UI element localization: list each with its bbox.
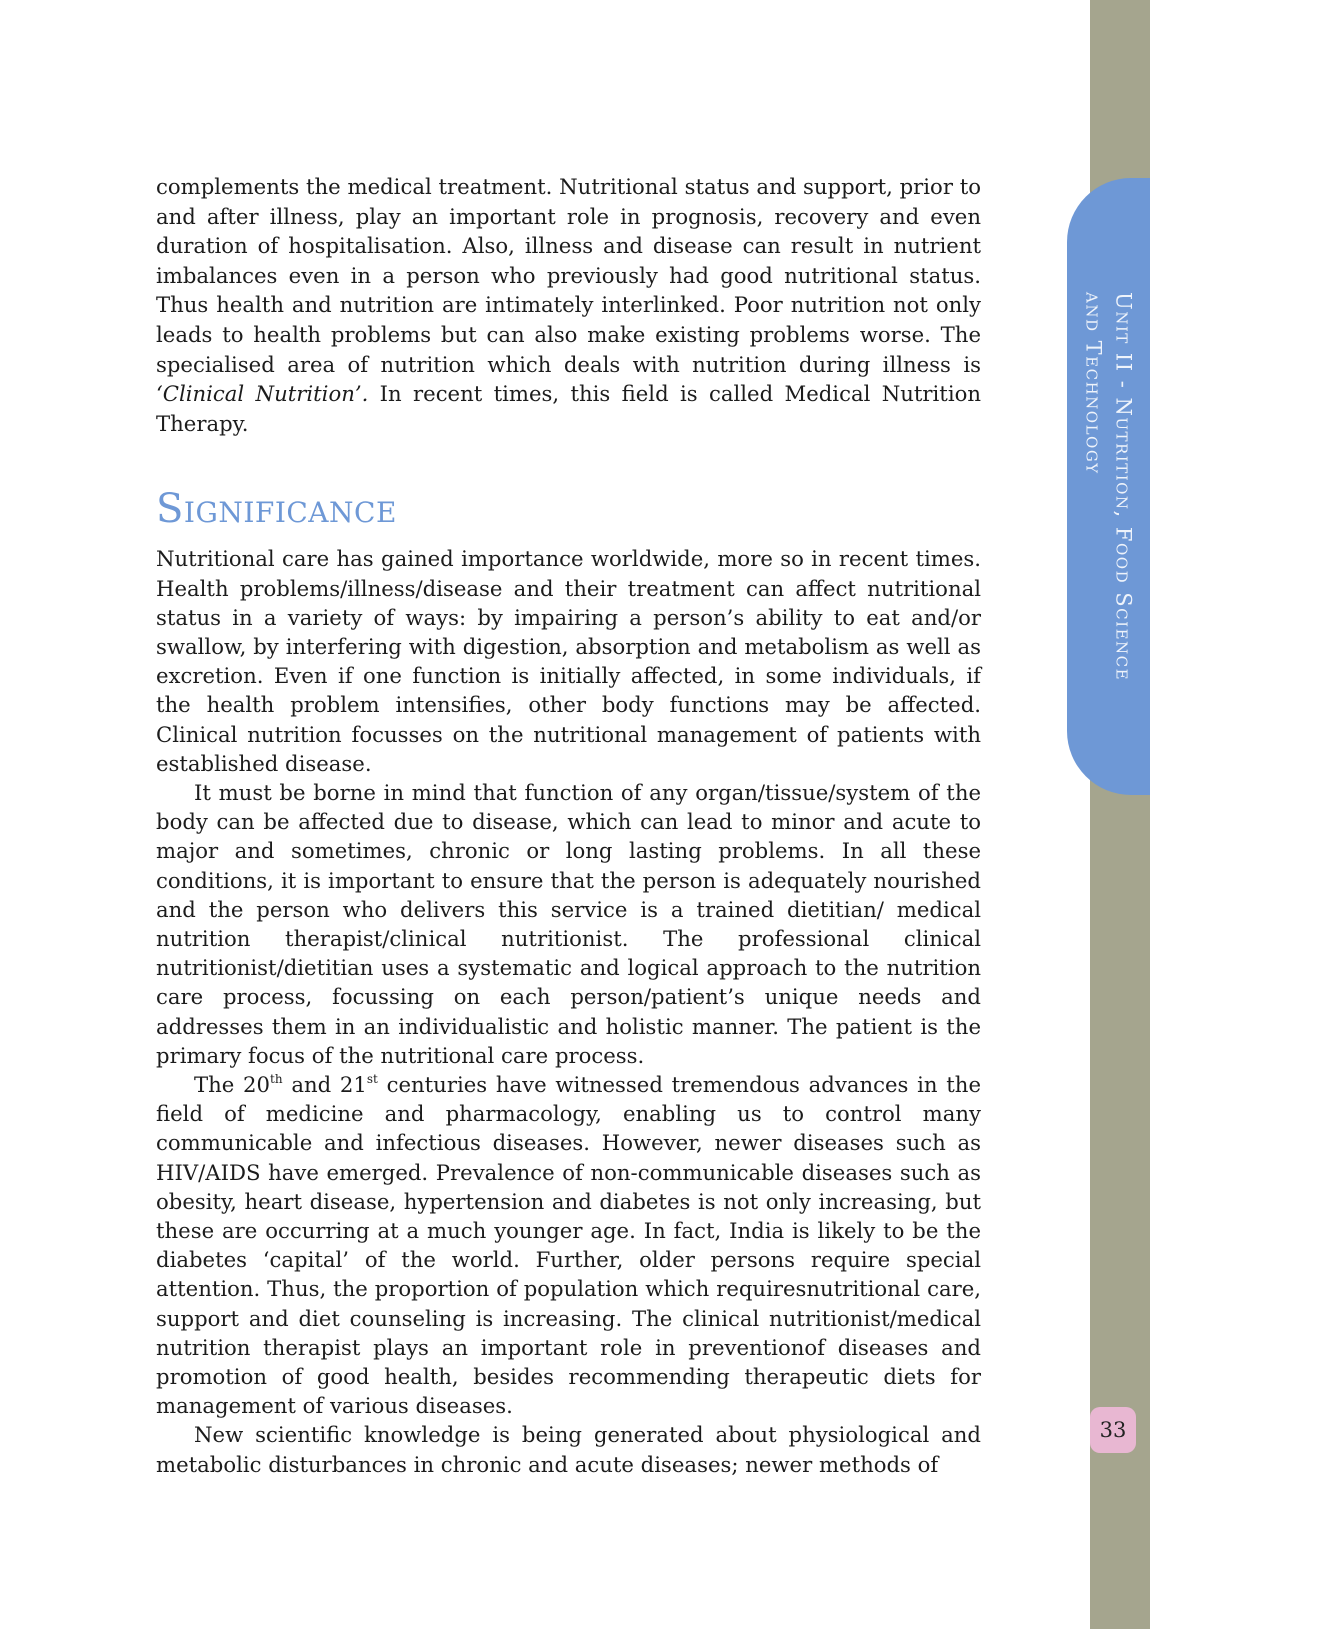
paragraph-3 (156, 1070, 981, 1420)
paragraph-1: Nutritional care has gained importance worldwide, more so in recent times. Health problems/illness/disease and their treatment can affect nutritional status in a variety of ways: by impairing a person’s ability to eat and/or swallow, by interfering with digestion, absorption and metabolism as well as excretion. Even if one function is initially affected, in some individuals, if the health problem intensifies, other body functions may be affected. Clinical nutrition focusses on the nutritional management of patients with established disease. (156, 546, 981, 776)
para3-sup-st: st (366, 1072, 378, 1086)
page-number: 33 (1090, 1407, 1136, 1453)
intro-italic-term: ‘Clinical Nutrition’. (156, 381, 369, 407)
unit-title-line1: Unit II - Nutrition, Food Science (1111, 291, 1136, 682)
unit-tab-label (1067, 178, 1150, 795)
unit-title-line2: and Technology (1081, 291, 1106, 475)
section-heading: Significance (156, 486, 397, 533)
page-content (156, 172, 981, 1479)
para3-text-a: The 20 (194, 1072, 271, 1097)
intro-paragraph (156, 172, 981, 438)
para3-sup-th: th (270, 1072, 283, 1086)
para3-text-b: and 21 (282, 1072, 367, 1097)
paragraph-2: It must be borne in mind that function of any organ/tissue/system of the body can be affected due to disease, which can lead to minor and acute to major and sometimes, chronic or long lasting problems. In all these conditions, it is important to ensure that the person is adequately nourished and the person who delivers this service is a trained dietitian/ medical nutrition therapist/clinical nutritionist. The professional clinical nutritionist/dietitian uses a systematic and logical approach to the nutrition care process, focussing on each person/patient’s unique needs and addresses them in an individualistic and holistic manner. The patient is the primary focus of the nutritional care process. (156, 779, 981, 1068)
intro-text: complements the medical treatment. Nutritional status and support, prior to and after illness, play an important role in prognosis, recovery and even duration of hospitalisation. Also, illness and disease can result in nutrient imbalances even in a person who previously had good nutritional status. Thus health and nutrition are intimately interlinked. Poor nutrition not only leads to health problems but can also make existing problems worse. The specialised area of nutrition which deals with nutrition during illness is (156, 174, 981, 377)
intro-text-end: In recent times, this field is called Medical Nutrition Therapy. (156, 381, 981, 436)
para3-text-c: centuries have witnessed tremendous advances in the field of medicine and pharmacology, enabling us to control many communicable and infectious diseases. However, newer diseases such as HIV/AIDS have emerged. Prevalence of non-communicable diseases such as obesity, heart disease, hypertension and diabetes is not only increasing, but these are occurring at a much younger age. In fact, India is likely to be the diabetes ‘capital’ of the world. Further, older persons require special attention. Thus, the proportion of population which requiresnutritional care, support and diet counseling is increasing. The clinical nutritionist/medical nutrition therapist plays an important role in preventionof diseases and promotion of good health, besides recommending therapeutic diets for management of various diseases. (156, 1072, 981, 1419)
paragraph-4: New scientific knowledge is being generated about physiological and metabolic disturbances in chronic and acute diseases; newer methods of (156, 1422, 981, 1477)
